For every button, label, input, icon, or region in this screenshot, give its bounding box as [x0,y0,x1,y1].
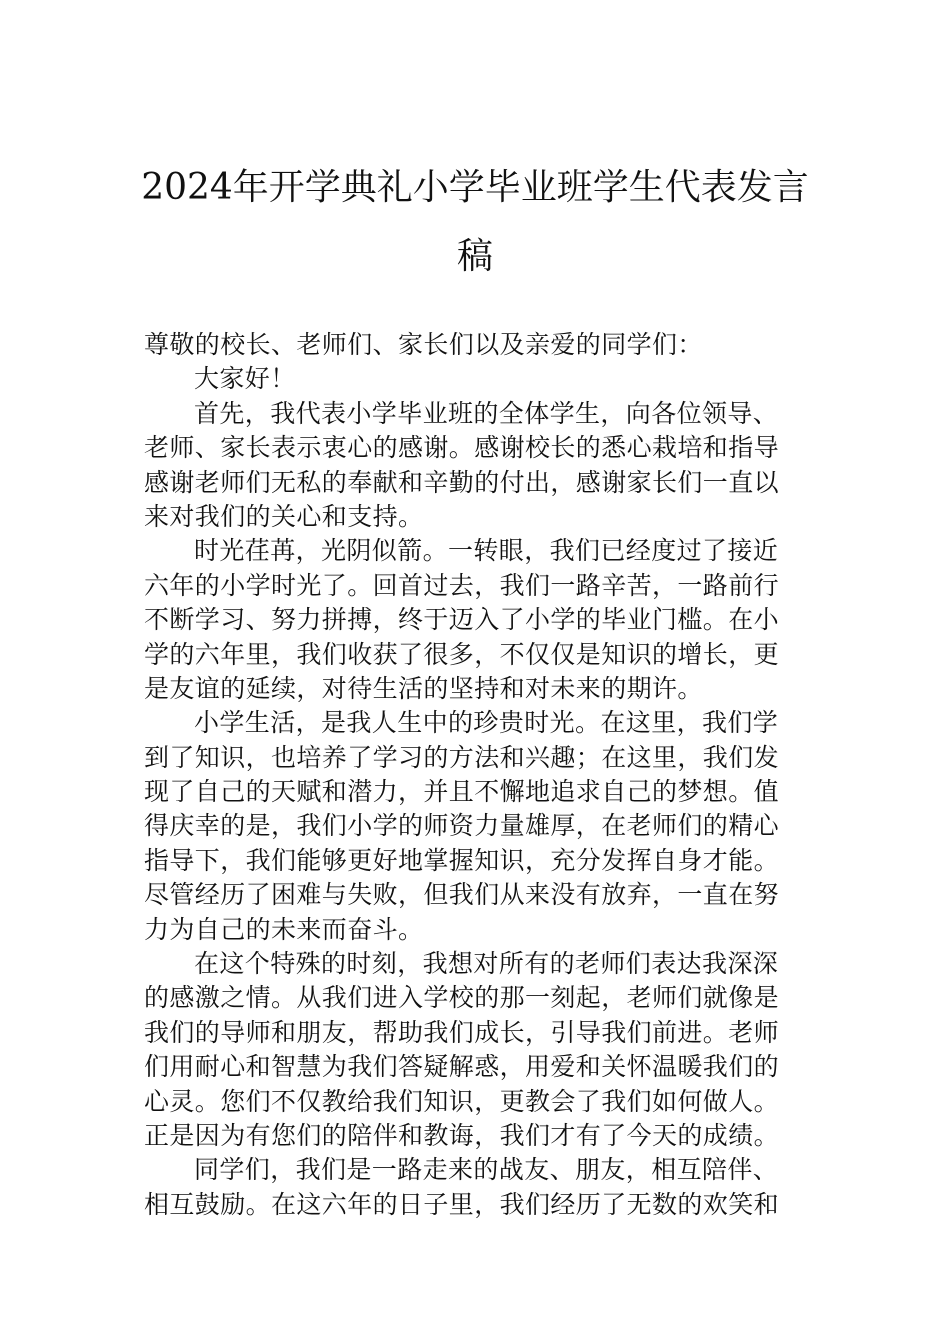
body-line: 正是因为有您们的陪伴和教诲，我们才有了今天的成绩。 [144,1120,780,1150]
body-line: 心灵。您们不仅教给我们知识，更教会了我们如何做人。 [144,1086,780,1116]
body-line: 现了自己的天赋和潜力，并且不懈地追求自己的梦想。值 [144,777,780,807]
body-line: 六年的小学时光了。回首过去，我们一路辛苦，一路前行 [144,570,780,600]
body-line: 们用耐心和智慧为我们答疑解惑，用爱和关怀温暖我们的 [144,1052,780,1082]
document-title-line-1: 2024年开学典礼小学毕业班学生代表发言 [141,167,809,208]
body-line: 的感激之情。从我们进入学校的那一刻起，老师们就像是 [144,983,780,1013]
body-line: 小学生活，是我人生中的珍贵时光。在这里，我们学 [194,708,779,738]
body-line: 不断学习、努力拼搏，终于迈入了小学的毕业门槛。在小 [144,605,780,635]
body-line: 指导下，我们能够更好地掌握知识，充分发挥自身才能。 [144,845,780,875]
body-line: 尽管经历了困难与失败，但我们从来没有放弃，一直在努 [144,880,780,910]
body-line: 时光荏苒，光阴似箭。一转眼，我们已经度过了接近 [194,536,779,566]
body-line: 尊敬的校长、老师们、家长们以及亲爱的同学们： [144,330,703,359]
document-body [144,328,814,1222]
body-line: 同学们，我们是一路走来的战友、朋友，相互陪伴、 [194,1155,779,1185]
body-line: 大家好！ [194,364,296,394]
body-line: 首先，我代表小学毕业班的全体学生，向各位领导、 [194,398,779,428]
body-line: 老师、家长表示衷心的感谢。感谢校长的悉心栽培和指导 [144,433,780,463]
body-line: 来对我们的关心和支持。 [144,501,424,531]
body-line: 在这个特殊的时刻，我想对所有的老师们表达我深深 [194,949,779,979]
body-line: 学的六年里，我们收获了很多，不仅仅是知识的增长，更 [144,639,780,669]
body-line: 到了知识，也培养了学习的方法和兴趣；在这里，我们发 [144,742,780,772]
body-line: 我们的导师和朋友，帮助我们成长，引导我们前进。老师 [144,1017,780,1047]
body-line: 力为自己的未来而奋斗。 [144,914,424,944]
body-line: 感谢老师们无私的奉献和辛勤的付出，感谢家长们一直以 [144,467,780,497]
body-line: 相互鼓励。在这六年的日子里，我们经历了无数的欢笑和 [144,1189,780,1219]
document-title-line-2: 稿 [456,236,493,277]
body-line: 得庆幸的是，我们小学的师资力量雄厚，在老师们的精心 [144,811,780,841]
body-line: 是友谊的延续，对待生活的坚持和对未来的期许。 [144,673,703,703]
